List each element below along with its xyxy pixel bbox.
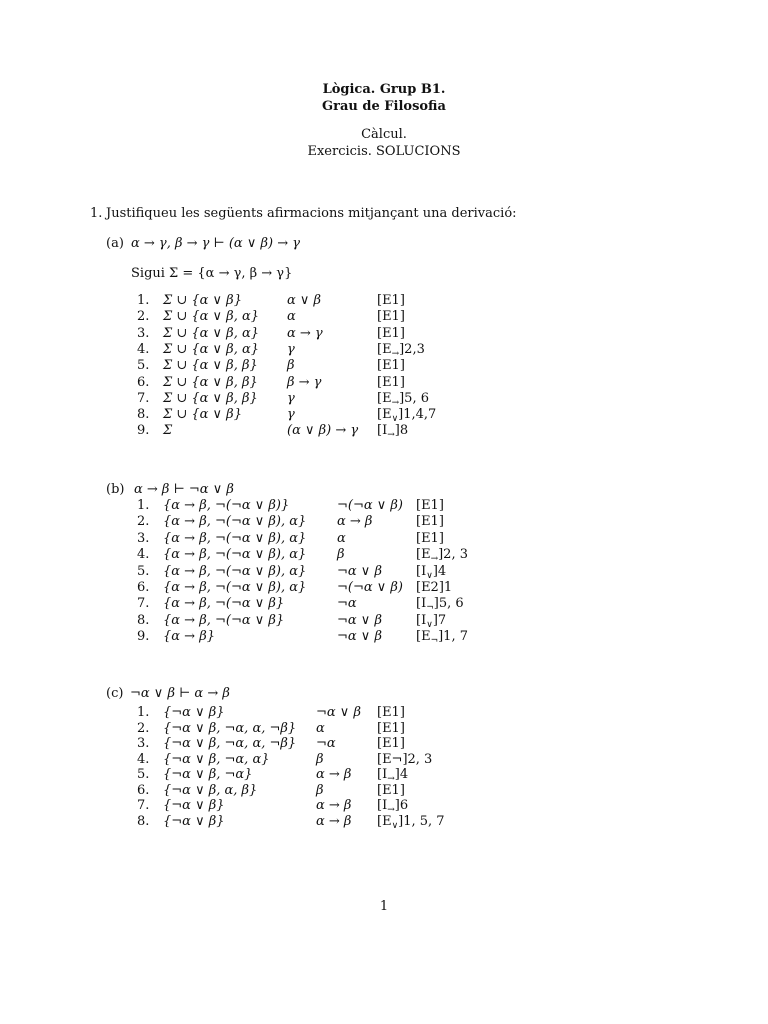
step-number: 8. — [137, 813, 150, 829]
derived-formula: α → β — [316, 767, 352, 782]
rule-justification — [377, 293, 405, 309]
rule-name: [E — [377, 407, 392, 423]
derived-formula: α — [337, 530, 346, 546]
derived-formula: ¬α ∨ β — [316, 705, 361, 720]
rule-subscript: ¬ — [430, 636, 439, 647]
premise-set: {¬α ∨ β} — [163, 813, 225, 829]
rule-subscript: ∨ — [391, 414, 399, 425]
rule-name: [E1] — [377, 358, 405, 374]
rule-subscript: ∨ — [426, 619, 433, 630]
part-c-claim: ¬α ∨ β ⊢ α → β — [130, 686, 230, 701]
step-number: 8. — [137, 407, 150, 423]
step-number: 1. — [137, 498, 150, 513]
doc-subtitle-line2: Exercicis. SOLUCIONS — [307, 144, 461, 159]
step-number: 5. — [137, 563, 150, 579]
rule-subscript: → — [387, 774, 395, 784]
rule-justification — [416, 596, 464, 612]
rule-name: [E1] — [377, 782, 405, 798]
derived-formula: γ — [287, 341, 295, 357]
rule-justification — [377, 358, 405, 374]
derived-formula: γ — [287, 407, 295, 423]
rule-name: [E1] — [377, 374, 405, 390]
rule-justification — [377, 767, 408, 783]
rule-references: ]5, 6 — [433, 596, 464, 612]
premise-set: {α → β, ¬(¬α ∨ β), α} — [163, 547, 307, 563]
rule-subscript: → — [387, 805, 395, 815]
rule-justification — [377, 326, 405, 342]
premise-set: Σ ∪ {α ∨ β, α} — [163, 341, 260, 357]
derived-formula: γ — [287, 390, 295, 406]
step-number: 7. — [137, 596, 150, 612]
premise-set: {α → β} — [163, 629, 215, 645]
rule-name: [E1] — [377, 293, 405, 308]
rule-subscript: ¬ — [426, 603, 434, 614]
premise-set: Σ ∪ {α ∨ β, β} — [163, 374, 258, 390]
derived-formula: α → γ — [287, 325, 323, 341]
step-number: 4. — [137, 341, 150, 357]
step-number: 9. — [137, 629, 150, 645]
exercise-number: 1. — [90, 206, 103, 221]
premise-set: Σ ∪ {α ∨ β, β} — [163, 390, 258, 406]
premise-set: {¬α ∨ β} — [163, 705, 225, 720]
rule-name: [I — [377, 767, 388, 782]
derived-formula: α → β — [337, 514, 373, 530]
rule-justification — [377, 309, 405, 325]
rule-justification — [377, 391, 429, 407]
rule-name: [E1] — [416, 530, 444, 546]
derived-formula: β → γ — [287, 374, 322, 390]
rule-justification — [416, 547, 468, 563]
derived-formula: α → β — [316, 798, 352, 813]
rule-justification — [416, 629, 468, 645]
derived-formula: β — [337, 547, 345, 563]
rule-name: [E1] — [377, 720, 405, 736]
rule-justification — [416, 564, 446, 580]
step-number: 5. — [137, 358, 150, 374]
derived-formula: α ∨ β — [287, 293, 322, 308]
step-number: 4. — [137, 751, 150, 767]
step-number: 3. — [137, 325, 150, 341]
premise-set: {¬α ∨ β} — [163, 798, 225, 813]
rule-references: ]1,4,7 — [398, 407, 437, 423]
step-number: 8. — [137, 612, 150, 628]
rule-subscript: ∨ — [426, 570, 433, 581]
premise-set: {α → β, ¬(¬α ∨ β)} — [163, 498, 290, 513]
rule-justification — [377, 375, 405, 391]
premise-set: Σ — [163, 423, 173, 439]
rule-references: ]8 — [394, 423, 409, 439]
rule-name: [E — [377, 390, 392, 406]
rule-references: ]6 — [394, 798, 409, 813]
rule-justification — [377, 814, 445, 830]
rule-justification — [377, 798, 408, 814]
step-number: 2. — [137, 514, 150, 530]
derived-formula: α — [287, 309, 296, 325]
derived-formula: ¬(¬α ∨ β) — [337, 580, 404, 595]
rule-references: ]4 — [394, 767, 409, 782]
premise-set: Σ ∪ {α ∨ β, α} — [163, 309, 260, 325]
rule-name: [E1] — [377, 736, 405, 751]
derived-formula: α → β — [316, 813, 352, 829]
rule-name: [E1] — [377, 309, 405, 325]
step-number: 6. — [137, 580, 150, 595]
rule-justification — [416, 613, 446, 629]
premise-set: Σ ∪ {α ∨ β, β} — [163, 358, 258, 374]
premise-set: {¬α ∨ β, ¬α, α, ¬β} — [163, 720, 297, 736]
rule-subscript: → — [387, 430, 395, 441]
rule-references: ]2, 3 — [438, 547, 468, 563]
step-number: 2. — [137, 720, 150, 736]
step-number: 6. — [137, 374, 150, 390]
doc-title-line2: Grau de Filosofia — [322, 99, 446, 114]
rule-justification — [416, 580, 452, 596]
step-number: 3. — [137, 736, 150, 751]
derived-formula: ¬α ∨ β — [337, 563, 382, 579]
rule-references: ]4 — [432, 563, 447, 579]
premise-set: {α → β, ¬(¬α ∨ β), α} — [163, 563, 307, 579]
rule-name: [I — [416, 563, 427, 579]
derived-formula: ¬α — [316, 736, 336, 751]
rule-references: ]1, 5, 7 — [398, 813, 445, 829]
step-number: 7. — [137, 798, 150, 813]
derived-formula: ¬α ∨ β — [337, 629, 382, 645]
premise-set: {α → β, ¬(¬α ∨ β), α} — [163, 530, 307, 546]
rule-name: [E¬]2, 3 — [377, 751, 433, 767]
premise-set: {¬α ∨ β, ¬α, α} — [163, 751, 270, 767]
rule-justification — [416, 514, 444, 530]
rule-justification — [416, 498, 444, 514]
rule-name: [I — [377, 423, 388, 439]
derived-formula: ¬α — [337, 596, 357, 612]
rule-subscript: → — [430, 554, 439, 565]
derived-formula: β — [316, 782, 324, 798]
premise-set: {α → β, ¬(¬α ∨ β} — [163, 612, 285, 628]
rule-subscript: → — [391, 348, 400, 359]
rule-justification — [377, 705, 405, 721]
doc-title-line1: Lògica. Grup B1. — [322, 82, 446, 97]
rule-justification — [377, 423, 408, 439]
rule-name: [E — [416, 547, 431, 563]
rule-justification — [416, 531, 444, 547]
derived-formula: ¬α ∨ β — [337, 612, 382, 628]
part-b-label: (b) — [106, 482, 125, 497]
premise-set: Σ ∪ {α ∨ β} — [163, 407, 242, 423]
doc-subtitle-line1: Càlcul. — [361, 127, 407, 142]
step-number: 9. — [137, 423, 150, 439]
page-number: 1 — [379, 899, 389, 914]
premise-set: {α → β, ¬(¬α ∨ β), α} — [163, 580, 307, 595]
part-a-claim: α → γ, β → γ ⊢ (α ∨ β) → γ — [131, 236, 300, 251]
step-number: 1. — [137, 705, 150, 720]
rule-name: [E — [377, 341, 392, 357]
derived-formula: (α ∨ β) → γ — [287, 423, 359, 439]
premise-set: {¬α ∨ β, α, β} — [163, 782, 258, 798]
step-number: 7. — [137, 390, 150, 406]
rule-name: [I — [377, 798, 388, 813]
rule-references: ]2,3 — [399, 341, 425, 357]
step-number: 2. — [137, 309, 150, 325]
part-b-claim: α → β ⊢ ¬α ∨ β — [134, 482, 234, 497]
premise-set: {¬α ∨ β, ¬α} — [163, 767, 253, 782]
rule-references: ]5, 6 — [399, 390, 429, 406]
rule-name: [I — [416, 612, 427, 628]
rule-name: [E1] — [377, 705, 405, 720]
rule-name: [E1] — [416, 498, 444, 513]
rule-name: [E — [377, 813, 392, 829]
rule-name: [E2]1 — [416, 580, 453, 595]
derived-formula: α — [316, 720, 325, 736]
step-number: 3. — [137, 530, 150, 546]
rule-name: [E1] — [377, 325, 405, 341]
premise-set: {¬α ∨ β, ¬α, α, ¬β} — [163, 736, 297, 751]
rule-references: ]7 — [432, 612, 447, 628]
rule-justification — [377, 342, 425, 358]
rule-justification — [377, 783, 405, 799]
rule-name: [I — [416, 596, 427, 612]
rule-justification — [377, 736, 405, 752]
rule-justification — [377, 407, 436, 423]
step-number: 4. — [137, 547, 150, 563]
premise-set: Σ ∪ {α ∨ β} — [163, 293, 242, 308]
part-c-label: (c) — [106, 686, 124, 701]
rule-justification — [377, 752, 432, 768]
step-number: 6. — [137, 782, 150, 798]
rule-name: [E — [416, 629, 431, 645]
rule-subscript: → — [391, 397, 400, 408]
rule-name: [E1] — [416, 514, 444, 530]
part-a-label: (a) — [106, 236, 124, 251]
exercise-statement: Justifiqueu les següents afirmacions mitjançant una derivació: — [106, 206, 517, 221]
rule-references: ]1, 7 — [438, 629, 468, 645]
rule-justification — [377, 721, 405, 737]
step-number: 1. — [137, 293, 150, 308]
premise-set: {α → β, ¬(¬α ∨ β} — [163, 596, 285, 612]
rule-subscript: ∨ — [391, 820, 399, 831]
derived-formula: β — [316, 751, 324, 767]
step-number: 5. — [137, 767, 150, 782]
premise-set: {α → β, ¬(¬α ∨ β), α} — [163, 514, 307, 530]
derived-formula: ¬(¬α ∨ β) — [337, 498, 404, 513]
part-a-sigma-definition: Sigui Σ = {α → γ, β → γ} — [131, 266, 293, 281]
premise-set: Σ ∪ {α ∨ β, α} — [163, 325, 260, 341]
derived-formula: β — [287, 358, 295, 374]
